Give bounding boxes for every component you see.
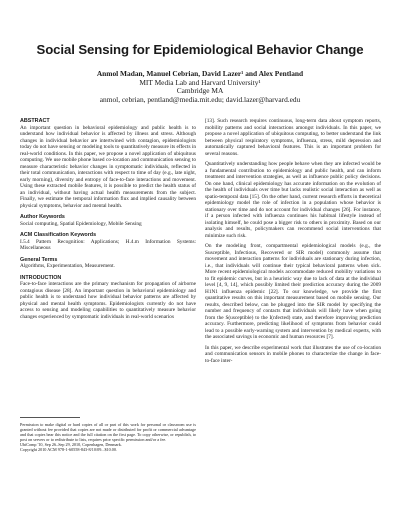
abstract-heading: ABSTRACT [20,118,50,124]
author-names: Anmol Madan, Manuel Cebrian, David Lazer¹ and Alex Pentland [96,69,304,78]
footnote-divider [20,417,80,418]
author-block [0,70,400,104]
permission-text: Permission to make digital or hard copies of all or part of this work for personal or classroom use is granted without fee provided that copies are not made or distributed for profit or commercial advantage and that copies bear this notice and the full citation on the first page. To copy otherwise, or republish, to post on servers or to redistribute to lists, requires prior specific permission and/or a fee. [20,422,196,443]
left-column [20,118,196,320]
venue-text: UbiComp '10, Sep 26–Sep 29, 2010, Copenhagen, Denmark. [20,442,122,448]
body-paragraph-3: On the modeling front, compartmental epidemiological models (e.g., the Susceptible, Infectious, Recovered or SIR model) commonly assume that movement and interaction patterns for individuals are stationary during infection, i.e., that individuals will continue their typical behavioral patterns when sick. More recent epidemiological models accommodate reduced mobility variations to to fit epidemic curves, but in a heuristic way due to lack of data at the individual level [4, 9, 14], which possibly limited their prediction accuracy during the 2009 H1N1 influenza epidemic [22]. To our knowledge, we provide the first quantitative results on this important measurement based on mobile sensing. Our results, described below, can be plugged into the SIR model by specifying the number and frequency of contacts that individuals will likely have when going from the S(usceptible) to the I(nfected) state, and therefore improving prediction accuracy. Furthermore, predicting likelihood of symptoms from behavior could lead to a possible early-warning system and intervention by medical experts, with the associated savings in economic and human resources [7]. [205,243,381,340]
general-terms-text: Algorithms, Experimentation, Measurement. [20,263,115,269]
abstract-text: An important question in behavioral epidemiology and public health is to understand how individual behavior is affected by illness and stress. Although changes in individual behavior are intertwined with contagion, epidemiologists today do not have sensing or modeling tools to quantitatively measure its effects in real-world conditions. In this paper, we propose a novel application of ubiquitous computing. We use mobile phone based co-location and communication sensing to measure characteristic behavior changes in symptomatic individuals, reflected in their total communication, interactions with respect to time of day (e.g., late night, early morning), diversity and entropy of face-to-face interactions and movement. Using these extracted mobile features, it is possible to predict the health status of an individual, without having actual health measurements from the subject. Finally, we estimate the temporal information flux and implied causality between physical symptoms, behavior and mental health. [20,124,196,209]
paper-title: Social Sensing for Epidemiological Behavior Change [36,42,364,57]
permission-footnote [20,422,196,453]
general-terms-heading: General Terms [20,256,58,263]
right-column [205,118,381,364]
body-paragraph-2: Quantitatively understanding how people behave when they are infected would be a fundamental contribution to epidemiology and public health, and can inform treatment and intervention strategies, as well as influence public policy decisions. On one hand, clinical epidemiology has accurate information on the evolution of the health of individuals over time but lacks realistic social interaction as well as spatio-temporal data [15]. On the other hand, current research efforts in theoretical epidemiology model the role of infection in a population whose behavior is stationary over time and do not account for individual changes [26]. For instance, if a person infected with influenza continues his habitual lifestyle instead of isolating himself, he could pose a bigger risk to others in proximity. Based on our analysis and results, policymakers can recommend social interventions that minimize such risk. [205,161,381,239]
keywords-heading: Author Keywords [20,214,65,220]
body-paragraph-1: [13]. Such research requires continuous, long-term data about symptom reports, mobility patterns and social interactions amongst individuals. In this paper, we propose a novel application of ubiquitous computing, to better understand the link between physical respiratory symptoms, influenza, stress, mild depression and automatically captured behavioral features. This is an important problem for several reasons. [205,118,381,157]
acm-heading: ACM Classification Keywords [20,232,97,238]
author-emails: anmol, cebrian, pentland@media.mit.edu; david.lazer@harvard.edu [99,94,301,104]
acm-text: I.5.4 Pattern Recognition: Applications; H.4.m Information Systems: Miscellaneous [20,238,196,251]
copyright-text: Copyright 2010 ACM 978-1-60558-843-8/10/09...$10.00. [20,447,118,453]
affiliation-line-1: MIT Media Lab and Harvard University¹ [139,77,261,87]
keywords-text: Social computing, Spatial Epidemiology, Mobile Sensing [20,220,142,227]
introduction-heading: INTRODUCTION [20,274,62,281]
body-paragraph-4: In this paper, we describe experimental work that illustrates the use of co-location and communication sensors in mobile phones to characterize the change in face-to-face inter- [205,344,381,364]
affiliation-line-2: Cambridge MA [176,86,224,96]
introduction-text: Face-to-face interactions are the primary mechanism for propagation of airborne contagious disease [28]. An important question in behavioral epidemiology and public health is to understand how individual behavior patterns are affected by physical and mental health symptoms. Epidemiologists currently do not have access to sensing and modeling capabilities to quantitatively measure behavior changes experienced by symptomatic individuals in real-world scenarios [20,281,196,320]
